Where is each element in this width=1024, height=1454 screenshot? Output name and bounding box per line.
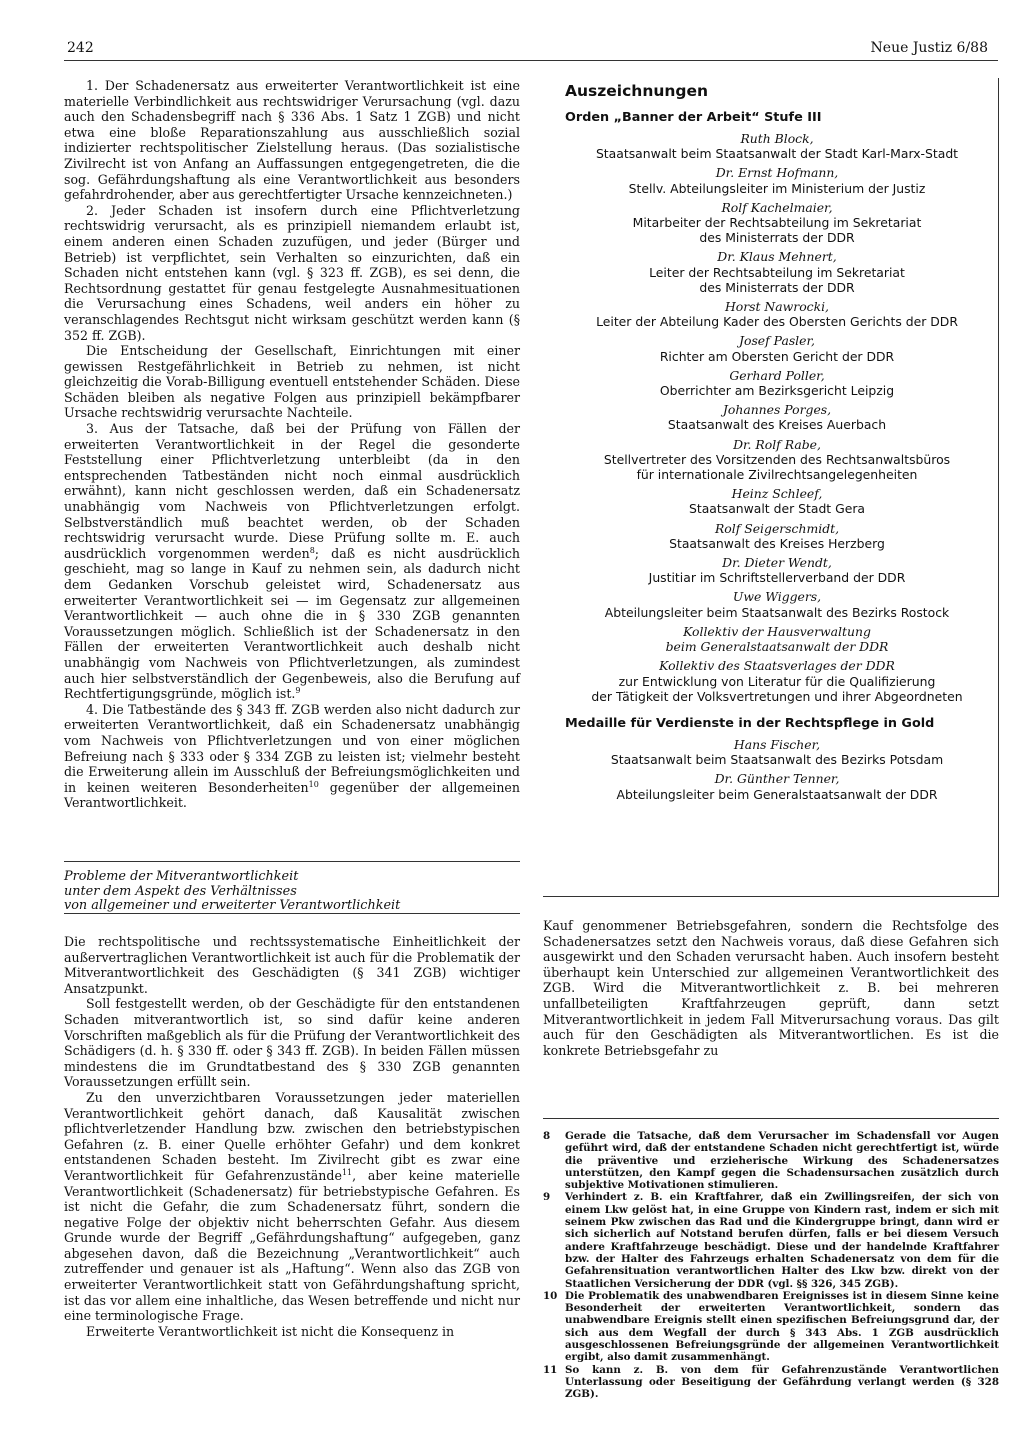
awardee-position: Leiter der Abteilung Kader des Obersten Gerichts der DDR: [596, 314, 958, 330]
footnote-number: 10: [543, 1289, 558, 1302]
footnote-ref: 10: [308, 779, 319, 789]
awardee-name: Heinz Schleef,: [731, 486, 823, 502]
footnote-text: Gerade die Tatsache, daß dem Verursacher im Schadensfall vor Augen geführt wird, daß der entstandene Schaden nicht gerechtfertigt ist, würde die präventive und erzieherische Wirkung des Schadenersatzes unterstützen, den Kampf gegen die Schadensursachen zusätzlich durch subjektive Motivationen stimulieren.: [565, 1130, 999, 1192]
award-entry: [565, 200, 989, 246]
awardee-position: Stellv. Abteilungsleiter im Ministerium der Justiz: [628, 180, 926, 196]
awardee-position: Abteilungsleiter beim Staatsanwalt des Bezirks Rostock: [604, 604, 950, 620]
award-entry: [565, 737, 989, 767]
order-title: Orden „Banner der Arbeit“ Stufe III: [565, 110, 822, 125]
footnote: [543, 1130, 999, 1191]
awardee-name: Dr. Ernst Hofmann,: [715, 165, 839, 181]
heading-line: von allgemeiner und erweiterter Verantwortlichkeit: [64, 898, 401, 913]
paragraph-text: ; daß es nicht ausdrücklich geschieht, mag so lange in Kauf zu nehmen sein, als dadurch nicht dem Gedanken Vorschub geleistet wird, Schadenersatz aus erweiterter Verantwortlichkeit sei — im Gegensatz zur allgemeinen Verantwortlichkeit — auch ohne die in § 330 ZGB genannten Voraussetzungen möglich. Schließlich ist der Schadenersatz in den Fällen der erweiterten Verantwortlichkeit auch deshalb nicht unabhängig vom Nachweis von Pflichtverletzungen, als zumindest auch hier selbstverständlich der Gegenbeweis, also die Berufung auf Rechtfertigungsgründe, möglich ist.: [64, 545, 521, 702]
paragraph-text: 3. Aus der Tatsache, daß bei der Prüfung von Fällen der erweiterten Verantwortlichkeit in der Regel die gesonderte Feststellung einer Pflichtverletzung unterbleibt (da in den entsprechenden Tatbeständen nicht noch einmal ausdrücklich erwähnt), kann nicht geschlossen werden, daß ein Schadenersatz unabhängig vom Nachweis von Pflichtverletzungen erfolgt. Selbstverständlich muß beachtet werden, ob der Schaden rechtswidrig verursacht wurde. Diese Prüfung sollte m. E. auch ausdrücklich vorgenommen werden: [64, 421, 520, 561]
award-entry: [565, 555, 989, 585]
paragraph-text: gegenüber der allgemeinen Verantwortlichkeit.: [64, 779, 520, 811]
awardee-name: Ruth Block,: [740, 131, 814, 146]
journal-issue: Neue Justiz 6/88: [870, 40, 988, 56]
heading-line: unter dem Aspekt des Verhältnisses: [64, 883, 297, 899]
awardee-position: Abteilungsleiter beim Generalstaatsanwalt der DDR: [616, 786, 938, 802]
award-entry: [565, 486, 989, 516]
footnote-text: Verhindert z. B. ein Kraftfahrer, daß ein Zwillingsreifen, der sich von einem Lkw gelöst hat, in eine Gruppe von Kindern rast, indem er sich mit seinem Pkw zwischen das Rad und die Kindergruppe bringt, dann wird er sich sicherlich auf Notstand berufen dürfen, falls er bei diesem Versuch andere Kraftfahrzeuge beschädigt. Diese und der handelnde Kraftfahrer bzw. der Halter des Fahrzeugs erhalten Schadenersatz von dem für die Gefahrensituation verantwortlichen Halter des Lkw bzw. direkt von der Staatlichen Versicherung der DDR (vgl. §§ 326, 345 ZGB).: [565, 1191, 999, 1290]
header-rule: [64, 60, 998, 61]
section-heading: [64, 870, 520, 914]
footnote-text: Die Problematik des unabwendbaren Ereignisses ist in diesem Sinne keine Besonderheit der erweiterten Verantwortlichkeit, sondern das unabwendbare Ereignis stellt einen spezifischen Befreiungsgrund dar, der sich aus dem Wegfall der durch § 343 Abs. 1 ZGB ausdrücklich ausgeschlossenen Befreiungsgründe der allgemeinen Verantwortlichkeit ergibt, also damit zusammenhängt.: [565, 1289, 999, 1364]
footnote-rule: [543, 1118, 999, 1119]
award-entry: [565, 299, 989, 329]
awardee-name: beim Generalstaatsanwalt der DDR: [665, 639, 889, 655]
award-entry: [565, 521, 989, 551]
section-rule: [64, 861, 520, 862]
awardee-position: Staatsanwalt des Kreises Herzberg: [669, 535, 885, 551]
right-column: [543, 918, 999, 1058]
award-entry: [565, 131, 989, 161]
footnote: [543, 1290, 999, 1364]
footnote-ref: 8: [309, 545, 315, 555]
award-list: [565, 131, 989, 704]
paragraph: Die Entscheidung der Gesellschaft, Einrichtungen mit einer gewissen Restgefährlichkeit in Betrieb zu nehmen, ist nicht gleichzeitig die Vorab-Billigung eventuell entstehender Schäden. Diese Schäden bleiben als negative Folgen aus prinzipiell bekämpfbarer Ursache rechtswidrig verursachte Nachteile.: [64, 343, 520, 421]
awardee-position: Mitarbeiter der Rechtsabteilung im Sekretariat: [632, 215, 922, 231]
paragraph: Erweiterte Verantwortlichkeit ist nicht die Konsequenz in: [86, 1323, 455, 1339]
award-entry: [565, 165, 989, 195]
paragraph-text: Zu den unverzichtbaren Voraussetzungen jeder materiellen Verantwortlichkeit gehört danach, daß Kausalität zwischen pflichtverletzender Handlung bzw. zwischen den betriebstypischen Gefahren (z. B. einer Quelle erhöhter Gefahr) und dem konkret entstandenen Schaden besteht. Im Zivilrecht gibt es zwar eine Verantwortlichkeit für Gefahrenzustände: [64, 1089, 520, 1183]
award-entry: [565, 249, 989, 295]
footnote-number: 9: [543, 1191, 551, 1204]
awards-box: [543, 78, 999, 897]
award-entry: [565, 402, 989, 432]
awardee-position: Leiter der Rechtsabteilung im Sekretariat: [649, 264, 905, 280]
awardee-name: Dr. Rolf Rabe,: [733, 436, 821, 452]
section-rule: [64, 913, 520, 914]
award-entry: [565, 624, 989, 654]
awardee-name: Kollektiv der Hausverwaltung: [683, 623, 871, 639]
awardee-position: Stellvertreter des Vorsitzenden des Rechtsanwaltsbüros: [603, 451, 951, 467]
footnote-number: 11: [543, 1363, 558, 1376]
awardee-position: des Ministerrats der DDR: [699, 230, 855, 246]
awardee-position: der Tätigkeit der Volksvertretungen und ihrer Abgeordneten: [591, 688, 963, 704]
awardee-position: Staatsanwalt beim Staatsanwalt des Bezirks Potsdam: [610, 752, 944, 768]
footnote-ref: 9: [295, 685, 301, 695]
awardee-name: Gerhard Poller,: [729, 367, 825, 383]
awardee-position: Richter am Obersten Gericht der DDR: [659, 348, 895, 364]
award-entry: [565, 589, 989, 619]
footnote-text: So kann z. B. von dem für Gefahrenzustände Verantwortlichen Unterlassung oder Beseitigung der Gefährdung verlangt werden (§ 328 ZGB).: [565, 1363, 999, 1401]
left-column: [64, 78, 520, 811]
awardee-name: Dr. Günther Tenner,: [714, 771, 840, 787]
footnote: [543, 1364, 999, 1401]
awardee-name: Kollektiv des Staatsverlages der DDR: [659, 658, 895, 674]
awardee-name: Johannes Porges,: [722, 402, 832, 418]
footnote: [543, 1191, 999, 1289]
award-entry: [565, 771, 989, 801]
footnote-ref: 11: [341, 1167, 353, 1177]
paragraph: 1. Der Schadenersatz aus erweiterter Verantwortlichkeit ist eine materielle Verbindlichkeit aus rechtswidriger Verursachung (vgl. dazu auch den Schadensbegriff nach § 336 Abs. 1 Satz 1 ZGB) und nicht etwa eine bloße Reparationszahlung aus ausschließlich sozial indizierter rechtspolitischer Zielstellung heraus. (Das sozialistische Zivilrecht ist von Anfang an Auffassungen entgegengetreten, die die sog. Gefährdungshaftung als eine Verantwortlichkeit aus besonders gefahrdrohender, aber aus gerechtfertigter Ursache kennzeichneten.): [64, 78, 520, 203]
paragraph: [64, 702, 520, 811]
paragraph-text: 4. Die Tatbestände des § 343 ff. ZGB werden also nicht dadurch zur erweiterten Verantwortlichkeit, daß ein Schadenersatz unabhängig vom Nachweis von Pflichtverletzungen und von einer möglichen Befreiung nach § 333 oder § 334 ZGB zu leisten ist; vielmehr besteht die Erweiterung allein im Ausschluß der Befreiungsmöglichkeiten und in keinen weiteren Besonderheiten: [64, 701, 520, 795]
awardee-position: Staatsanwalt der Stadt Gera: [688, 501, 866, 517]
paragraph: 2. Jeder Schaden ist insofern durch eine Pflichtverletzung rechtswidrig verursacht, als es prinzipiell niemandem erlaubt ist, einem anderen einen Schaden zuzufügen, und jeder (Bürger und Betrieb) ist verpflichtet, sein Verhalten so einzurichten, daß ein Schaden nicht entstehen kann (vgl. § 323 ff. ZGB), es sei denn, die Rechtsordnung gestattet für genau festgelegte Ausnahmesituationen die Verursachung eines Schadens, weil anders ein höher zu veranschlagendes Rechtsgut nicht wirksam geschützt werden kann (§ 352 ff. ZGB).: [64, 202, 520, 343]
awardee-name: Hans Fischer,: [733, 736, 821, 752]
left-column-lower: [64, 934, 520, 1339]
paragraph: [64, 421, 520, 702]
awardee-position: Staatsanwalt des Kreises Auerbach: [667, 417, 887, 433]
page-number: 242: [67, 40, 94, 56]
awardee-name: Dr. Klaus Mehnert,: [717, 249, 837, 265]
awardee-position: Justitiar im Schriftstellerverband der DDR: [648, 570, 906, 586]
awardee-name: Josef Pasler,: [739, 333, 815, 349]
awardee-position: Oberrichter am Bezirksgericht Leipzig: [659, 383, 895, 399]
paragraph-text: , aber keine materielle Verantwortlichkeit (Schadenersatz) für betriebstypische Gefahren. Es ist nicht die Gefahr, die zum Schadenersatz führt, sondern die negative Folge der objektiv nicht beherrschten Gefahr. Aus diesem Grunde wurde der Begriff „Gefährdungshaftung“ aufgegeben, ganz abgesehen davon, daß die Bezeichnung „Verantwortlichkeit“ auch zutreffender und genauer ist als „Haftung“. Wenn also das ZGB von erweiterter Verantwortlichkeit statt von Gefährdungshaftung spricht, ist das vor allem eine inhaltliche, das Wesen betreffende und nicht nur eine terminologische Frage.: [64, 1167, 520, 1324]
heading-line: Probleme der Mitverantwortlichkeit: [64, 869, 299, 884]
awardee-name: Dr. Dieter Wendt,: [722, 555, 832, 571]
awardee-position: für internationale Zivilrechtsangelegenheiten: [636, 467, 918, 483]
paragraph: Die rechtspolitische und rechtssystematische Einheitlichkeit der außervertraglichen Verantwortlichkeit ist auch für die Problematik der Mitverantwortlichkeit des Geschädigten (§ 341 ZGB) wichtiger Ansatzpunkt.: [64, 934, 520, 996]
footnote-number: 8: [543, 1130, 551, 1142]
award-entry: [565, 437, 989, 483]
award-entry: [565, 333, 989, 363]
awardee-position: Staatsanwalt beim Staatsanwalt der Stadt Karl-Marx-Stadt: [595, 146, 959, 162]
awardee-position: zur Entwicklung von Literatur für die Qualifizierung: [618, 673, 936, 689]
medal-title: Medaille für Verdienste in der Rechtspflege in Gold: [565, 715, 935, 731]
paragraph: Kauf genommener Betriebsgefahren, sondern die Rechtsfolge des Schadenersatzes setzt den Nachweis voraus, daß diese Gefahren sich ausgewirkt und den Schaden verursacht haben. Auch insofern besteht überhaupt kein Unterschied zur allgemeinen Verantwortlichkeit des ZGB. Wird die Mitverantwortlichkeit z. B. bei mehreren unfallbeteiligten Kraftfahrzeugen geprüft, dann setzt Mitverantwortlichkeit in jedem Fall Mitverursachung voraus. Das gilt auch für den Geschädigten als Mitverantwortlichen. Es ist die konkrete Betriebsgefahr zu: [543, 918, 999, 1058]
award-entry: [565, 368, 989, 398]
paragraph: Soll festgestellt werden, ob der Geschädigte für den entstandenen Schaden mitverantwortlich ist, so sind dafür keine anderen Vorschriften maßgeblich als für die Prüfung der Verantwortlichkeit des Schädigers (d. h. § 330 ff. oder § 343 ff. ZGB). In beiden Fällen müssen mindestens die im Grundtatbestand des § 330 ZGB genannten Voraussetzungen erfüllt sein.: [64, 996, 520, 1090]
award-entry: [565, 658, 989, 704]
awardee-name: Horst Nawrocki,: [724, 299, 830, 315]
awardee-name: Rolf Seigerschmidt,: [714, 520, 840, 536]
paragraph: [64, 1090, 520, 1324]
awardee-name: Uwe Wiggers,: [732, 589, 822, 605]
awardee-position: des Ministerrats der DDR: [699, 279, 855, 295]
awards-title: Auszeichnungen: [565, 82, 709, 100]
awardee-name: Rolf Kachelmaier,: [721, 199, 833, 215]
award-list: [565, 737, 989, 802]
footnotes: [543, 1130, 999, 1401]
